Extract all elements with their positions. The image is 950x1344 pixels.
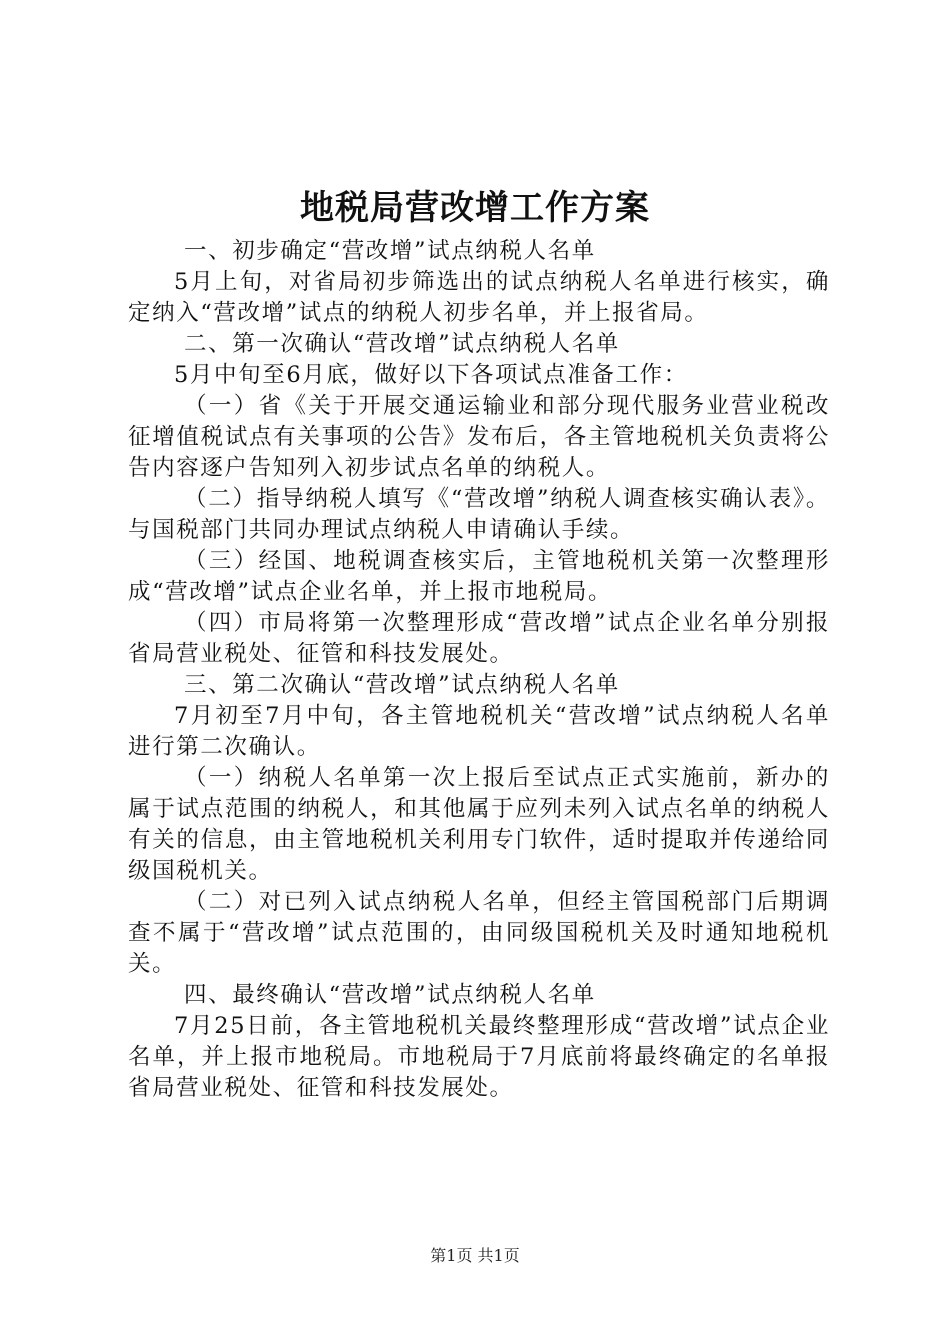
section-heading-3: 三、第二次确认“营改增”试点纳税人名单 bbox=[184, 672, 620, 698]
sub-item-2-4: （四）市局将第一次整理形成“营改增”试点企业名单分别报省局营业税处、征管和科技发展处。 bbox=[128, 610, 830, 667]
document-title: 地税局营改增工作方案 bbox=[300, 188, 650, 228]
paragraph-1: 5月上旬，对省局初步筛选出的试点纳税人名单进行核实，确定纳入“营改增”试点的纳税人初步名单，并上报省局。 bbox=[128, 269, 830, 326]
paragraph-4: 7月25日前，各主管地税机关最终整理形成“营改增”试点企业名单，并上报市地税局。市地税局于7月底前将最终确定的名单报省局营业税处、征管和科技发展处。 bbox=[128, 1013, 830, 1101]
section-heading-1: 一、初步确定“营改增”试点纳税人名单 bbox=[184, 238, 596, 264]
sub-item-2-1: （一）省《关于开展交通运输业和部分现代服务业营业税改征增值税试点有关事项的公告》发布后，各主管地税机关负责将公告内容逐户告知列入初步试点名单的纳税人。 bbox=[128, 393, 830, 481]
section-heading-2: 二、第一次确认“营改增”试点纳税人名单 bbox=[184, 331, 620, 357]
sub-item-3-1: （一）纳税人名单第一次上报后至试点正式实施前，新办的属于试点范围的纳税人，和其他属于应列未列入试点名单的纳税人有关的信息，由主管地税机关利用专门软件，适时提取并传递给同级国税机关。 bbox=[128, 765, 830, 884]
sub-item-3-2: （二）对已列入试点纳税人名单，但经主管国税部门后期调查不属于“营改增”试点范围的，由同级国税机关及时通知地税机关。 bbox=[128, 889, 830, 977]
section-heading-4: 四、最终确认“营改增”试点纳税人名单 bbox=[184, 982, 596, 1008]
sub-item-2-3: （三）经国、地税调查核实后，主管地税机关第一次整理形成“营改增”试点企业名单，并上报市地税局。 bbox=[128, 548, 830, 605]
page-footer: 第1页 共1页 bbox=[430, 1246, 520, 1265]
paragraph-2: 5月中旬至6月底，做好以下各项试点准备工作： bbox=[174, 362, 688, 388]
paragraph-3: 7月初至7月中旬，各主管地税机关“营改增”试点纳税人名单进行第二次确认。 bbox=[128, 703, 830, 760]
document-body bbox=[128, 236, 830, 1104]
sub-item-2-2: （二）指导纳税人填写《“营改增”纳税人调查核实确认表》。与国税部门共同办理试点纳税人申请确认手续。 bbox=[128, 486, 830, 543]
